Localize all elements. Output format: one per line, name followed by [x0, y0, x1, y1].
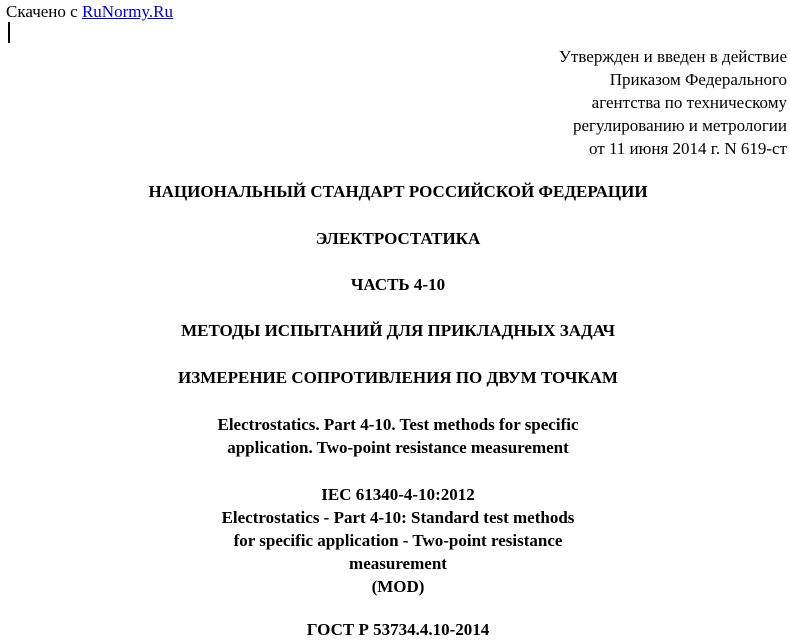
approval-line: регулированию и метрологии	[572, 116, 787, 135]
english-title-line: application. Two-point resistance measurement	[227, 438, 569, 457]
subject-heading: ЭЛЕКТРОСТАТИКА	[315, 229, 481, 248]
iec-line: IEC 61340-4-10:2012	[321, 485, 475, 504]
iec-line: Electrostatics - Part 4-10: Standard test methods	[221, 508, 575, 527]
text-cursor	[8, 22, 10, 43]
english-title	[0, 413, 790, 459]
approval-line: от 11 июня 2014 г. N 619-ст	[588, 139, 787, 158]
approval-line: Утвержден и введен в действие	[558, 47, 787, 66]
iec-line: (MOD)	[371, 577, 425, 596]
approval-line: Приказом Федерального	[609, 70, 787, 89]
approval-line: агентства по техническому	[591, 93, 787, 112]
part-heading: ЧАСТЬ 4-10	[350, 275, 446, 294]
download-prefix: Скачено с	[6, 2, 78, 21]
runormy-link[interactable]: RuNormy.Ru	[81, 2, 173, 21]
gost-number: ГОСТ Р 53734.4.10-2014	[306, 620, 490, 639]
english-title-line: Electrostatics. Part 4-10. Test methods for specific	[217, 415, 579, 434]
iec-reference-block	[0, 483, 790, 598]
approval-block	[559, 45, 787, 160]
methods-heading: МЕТОДЫ ИСПЫТАНИЙ ДЛЯ ПРИКЛАДНЫХ ЗАДАЧ	[181, 321, 615, 340]
measurement-heading: ИЗМЕРЕНИЕ СОПРОТИВЛЕНИЯ ПО ДВУМ ТОЧКАМ	[178, 368, 618, 387]
download-source-line	[6, 2, 173, 22]
national-standard-title: НАЦИОНАЛЬНЫЙ СТАНДАРТ РОССИЙСКОЙ ФЕДЕРАЦИИ	[148, 182, 648, 201]
iec-line: measurement	[349, 554, 447, 573]
iec-line: for specific application - Two-point resistance	[233, 531, 563, 550]
